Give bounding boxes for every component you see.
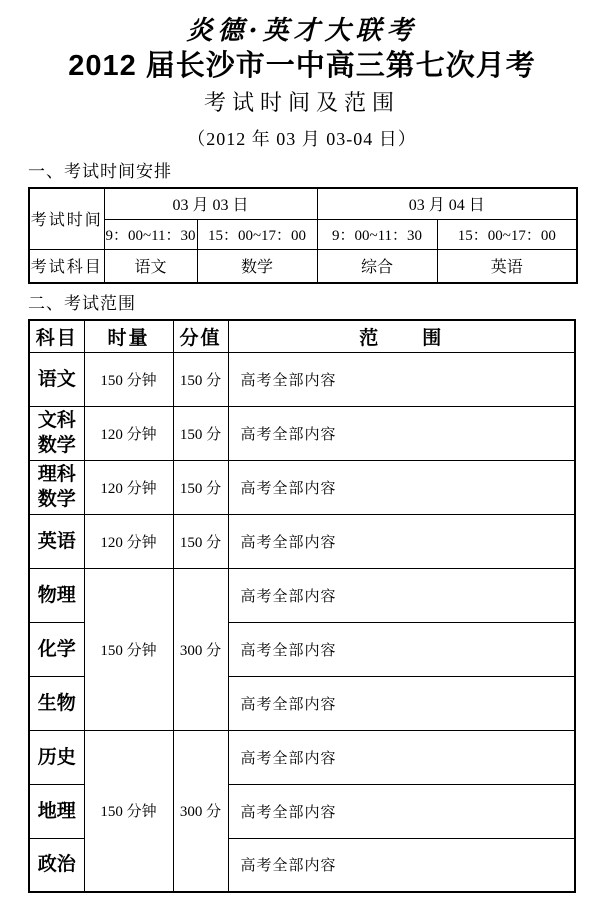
duration-cell: 150 分钟 [84,352,173,406]
score-cell: 150 分 [173,406,228,460]
table-row [29,730,575,784]
subject-cell: 英语 [437,249,577,283]
col-header-score: 分值 [173,320,228,352]
col-header-duration: 时量 [84,320,173,352]
subject-cell: 英语 [29,514,84,568]
scope-header-row [29,320,575,352]
subject-cell: 理科数学 [29,460,84,514]
scope-cell: 高考全部内容 [228,568,575,622]
duration-cell: 120 分钟 [84,460,173,514]
score-cell: 150 分 [173,514,228,568]
schedule-date-row [29,188,577,219]
score-cell: 150 分 [173,460,228,514]
scope-cell: 高考全部内容 [228,676,575,730]
section-scope-heading: 二、考试范围 [28,294,136,313]
subject-cell: 政治 [29,838,84,892]
score-cell-merged: 300 分 [173,730,228,892]
schedule-corner-cell: 考试时间 [29,188,104,249]
duration-cell: 120 分钟 [84,406,173,460]
time-cell: 9：00~11：30 [317,219,437,249]
subject-cell: 化学 [29,622,84,676]
scope-cell: 高考全部内容 [228,784,575,838]
scope-cell: 高考全部内容 [228,622,575,676]
schedule-time-row [29,219,577,249]
subject-cell: 历史 [29,730,84,784]
exam-schedule-table [28,187,578,284]
schedule-row-label-cell: 考试科目 [29,249,104,283]
table-row [29,352,575,406]
table-row [29,568,575,622]
time-cell: 15：00~17：00 [437,219,577,249]
section-schedule-heading: 一、考试时间安排 [28,162,172,181]
scope-cell: 高考全部内容 [228,406,575,460]
date-cell: 03 月 04 日 [317,188,577,219]
exam-scope-table [28,319,576,893]
schedule-subject-row [29,249,577,283]
time-cell: 9：00~11：30 [104,219,197,249]
subject-cell: 语文 [104,249,197,283]
main-title: 2012 届长沙市一中高三第七次月考 [68,50,536,82]
brand-title: 炎德·英才大联考 [186,16,418,46]
subject-cell: 生物 [29,676,84,730]
col-header-subject: 科目 [29,320,84,352]
subject-cell: 地理 [29,784,84,838]
duration-cell: 120 分钟 [84,514,173,568]
table-row [29,406,575,460]
score-cell: 150 分 [173,352,228,406]
duration-cell-merged: 150 分钟 [84,730,173,892]
duration-cell-merged: 150 分钟 [84,568,173,730]
date-line: （2012 年 03 月 03-04 日） [187,129,417,149]
time-cell: 15：00~17：00 [197,219,317,249]
col-header-scope: 范 围 [228,320,575,352]
scope-cell: 高考全部内容 [228,838,575,892]
subject-cell: 物理 [29,568,84,622]
subject-cell: 数学 [197,249,317,283]
date-cell: 03 月 03 日 [104,188,317,219]
table-row [29,460,575,514]
scope-cell: 高考全部内容 [228,460,575,514]
scope-cell: 高考全部内容 [228,514,575,568]
subject-cell: 综合 [317,249,437,283]
score-cell-merged: 300 分 [173,568,228,730]
subtitle: 考试时间及范围 [203,90,400,115]
scope-cell: 高考全部内容 [228,352,575,406]
table-row [29,514,575,568]
subject-cell: 语文 [29,352,84,406]
subject-cell: 文科数学 [29,406,84,460]
scope-cell: 高考全部内容 [228,730,575,784]
